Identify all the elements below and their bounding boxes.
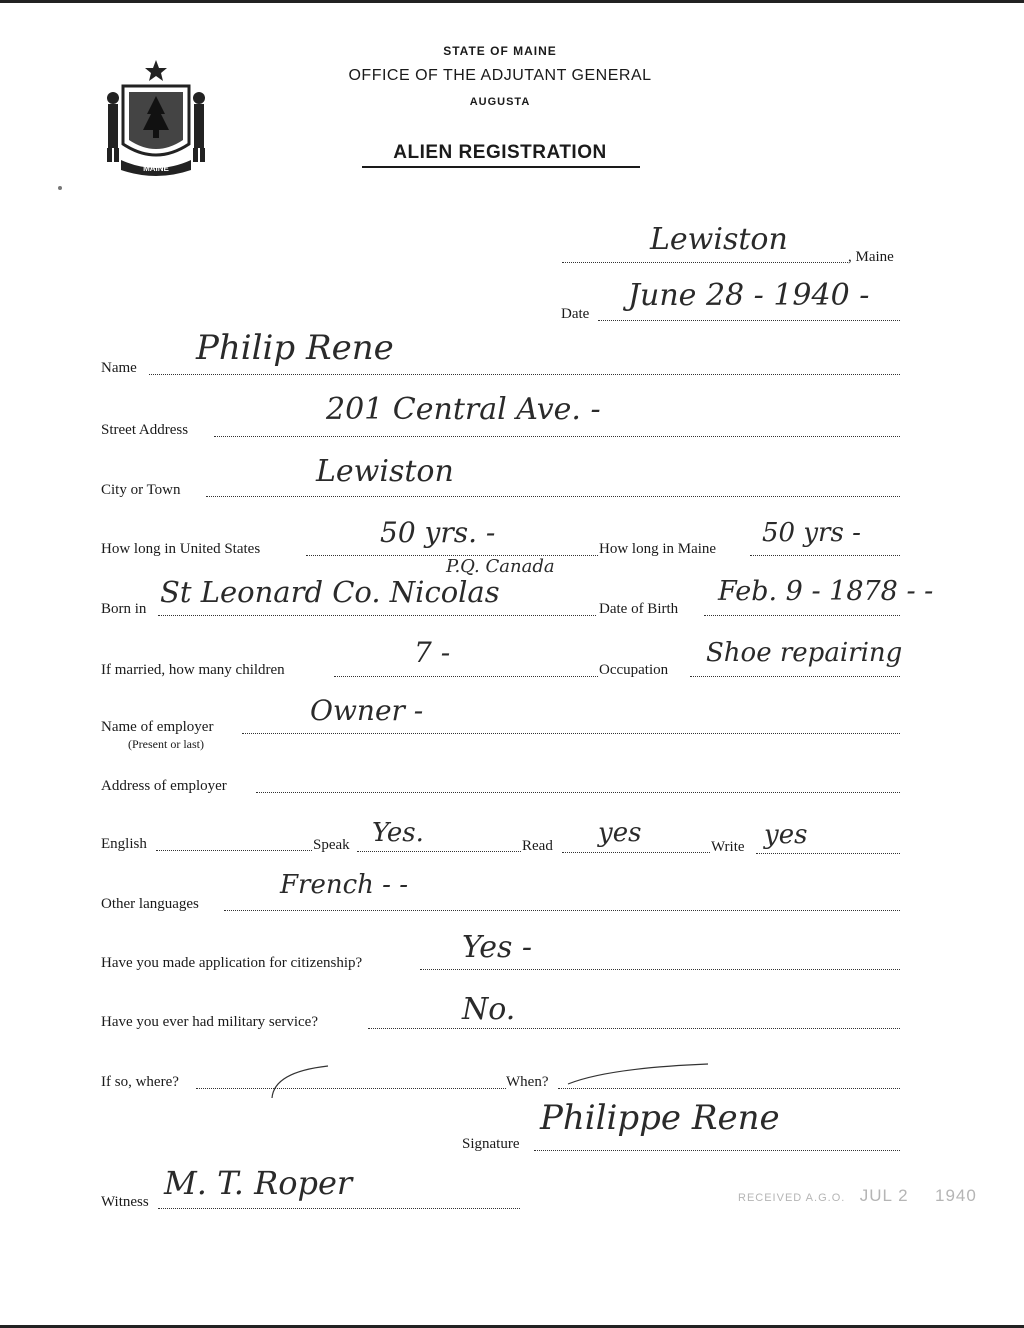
- employer-sublabel: (Present or last): [128, 737, 204, 751]
- children-line: [334, 676, 598, 677]
- other-languages-label: Other languages: [101, 896, 199, 912]
- how-long-maine-line: [750, 555, 900, 556]
- stamp-received: RECEIVED A.G.O.: [738, 1192, 846, 1204]
- english-line: [156, 850, 312, 851]
- paper-speck: [58, 186, 62, 190]
- how-long-maine-label: How long in Maine: [599, 541, 717, 557]
- city-entry: Lewiston: [316, 454, 454, 489]
- header-city: AUGUSTA: [469, 96, 531, 108]
- speak-entry: Yes.: [372, 818, 424, 848]
- name-entry: Philip Rene: [196, 328, 394, 368]
- read-line: [562, 852, 710, 853]
- city-label: City or Town: [101, 482, 181, 498]
- how-long-us-entry: 50 yrs. -: [380, 516, 496, 549]
- date-line: [598, 320, 900, 321]
- employer-entry: Owner -: [310, 694, 424, 727]
- born-in-line: [158, 615, 596, 616]
- speak-label: Speak: [313, 837, 350, 853]
- city-line: [206, 496, 900, 497]
- how-long-us-label: How long in United States: [101, 541, 261, 557]
- military-line: [368, 1028, 900, 1029]
- town-line: [562, 262, 848, 263]
- strike-marks: [268, 1062, 708, 1102]
- speak-line: [357, 851, 521, 852]
- street-label: Street Address: [101, 422, 189, 438]
- dob-entry: Feb. 9 - 1878 - -: [718, 576, 934, 607]
- citizenship-label: Have you made application for citizenship?: [101, 955, 363, 971]
- employer-address-line: [256, 792, 900, 793]
- read-entry: yes: [598, 818, 642, 848]
- name-line: [149, 374, 900, 375]
- other-languages-entry: French - -: [280, 870, 409, 900]
- write-entry: yes: [764, 820, 808, 850]
- when-label: When?: [506, 1074, 549, 1090]
- street-entry: 201 Central Ave. -: [326, 392, 601, 427]
- employer-line: [242, 733, 900, 734]
- signature-line: [534, 1150, 900, 1151]
- signature-label: Signature: [462, 1136, 520, 1152]
- born-in-entry: St Leonard Co. Nicolas: [160, 575, 500, 609]
- english-label: English: [101, 836, 147, 852]
- born-in-note: P.Q. Canada: [446, 556, 555, 577]
- born-in-label: Born in: [101, 601, 147, 617]
- stamp-year: 1940: [935, 1186, 977, 1205]
- where-label: If so, where?: [101, 1074, 179, 1090]
- military-entry: No.: [462, 992, 516, 1027]
- stamp-date: JUL 2: [859, 1186, 909, 1205]
- dob-line: [704, 615, 900, 616]
- occupation-label: Occupation: [599, 662, 669, 678]
- citizenship-line: [420, 969, 900, 970]
- dob-label: Date of Birth: [599, 601, 679, 617]
- occupation-line: [690, 676, 900, 677]
- children-entry: 7 -: [414, 636, 451, 669]
- military-label: Have you ever had military service?: [101, 1014, 318, 1030]
- maine-label: , Maine: [848, 249, 894, 265]
- children-label: If married, how many children: [101, 662, 285, 678]
- other-languages-line: [224, 910, 900, 911]
- svg-text:MAINE: MAINE: [143, 164, 169, 173]
- header-office: OFFICE OF THE ADJUTANT GENERAL: [348, 67, 652, 84]
- employer-label: Name of employer: [101, 719, 214, 735]
- name-label: Name: [101, 360, 137, 376]
- witness-label: Witness: [101, 1194, 149, 1210]
- write-line: [756, 853, 900, 854]
- street-line: [214, 436, 900, 437]
- state-seal-icon: [103, 58, 209, 178]
- title-underline: [362, 166, 640, 168]
- signature-entry: Philippe Rene: [540, 1098, 780, 1138]
- witness-entry: M. T. Roper: [164, 1164, 353, 1202]
- date-label: Date: [561, 306, 590, 322]
- write-label: Write: [711, 839, 745, 855]
- town-entry: Lewiston: [650, 222, 788, 257]
- date-entry: June 28 - 1940 -: [628, 278, 870, 313]
- read-label: Read: [522, 838, 553, 854]
- header-state: STATE OF MAINE: [443, 44, 557, 58]
- occupation-entry: Shoe repairing: [706, 638, 903, 668]
- employer-address-label: Address of employer: [101, 778, 227, 794]
- citizenship-entry: Yes -: [462, 930, 533, 965]
- how-long-maine-entry: 50 yrs -: [762, 518, 861, 548]
- form-title: ALIEN REGISTRATION: [393, 142, 607, 163]
- received-stamp: [738, 1186, 977, 1206]
- witness-line: [158, 1208, 520, 1209]
- top-border: [0, 0, 1024, 3]
